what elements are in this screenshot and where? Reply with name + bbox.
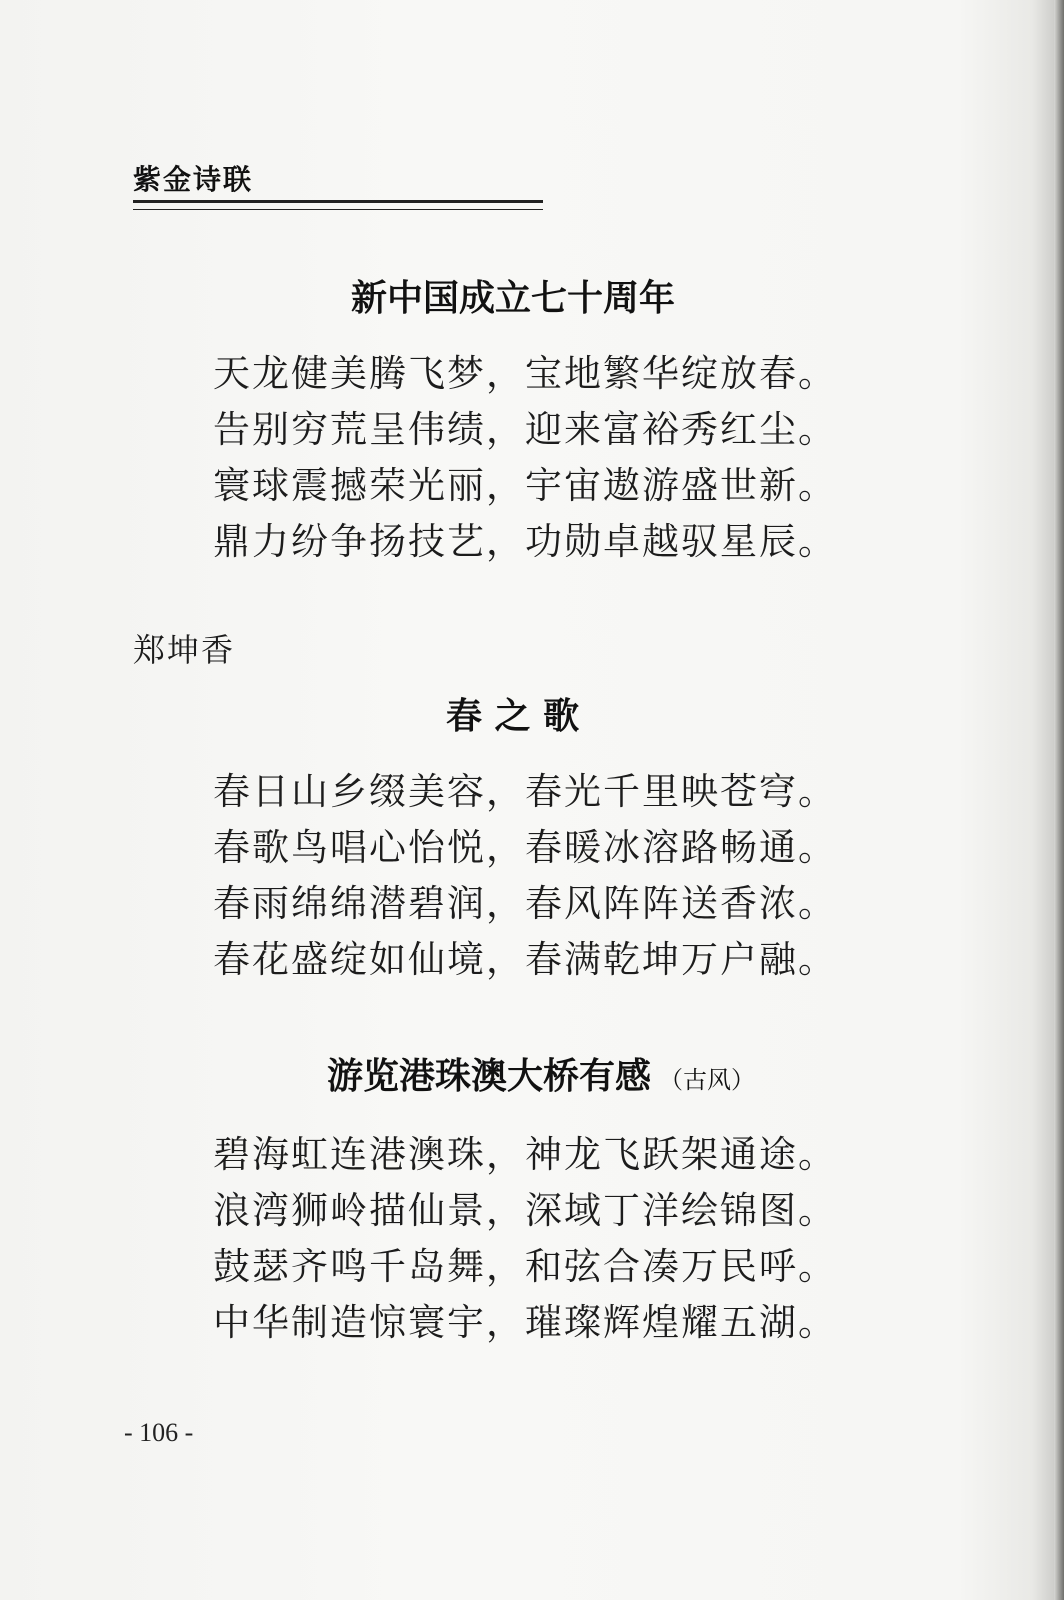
poem-line: 鼓瑟齐鸣千岛舞，和弦合凑万民呼。: [213, 1245, 837, 1288]
poem-1-title: 新中国成立七十周年: [351, 277, 676, 319]
poem-3-title-line: [327, 1054, 755, 1102]
running-header: [133, 162, 543, 210]
page-number: - 106 -: [124, 1418, 194, 1447]
poem-3-body: [213, 1127, 837, 1351]
poem-line: 春花盛绽如仙境，春满乾坤万户融。: [213, 938, 837, 981]
poem-line: 寰球震撼荣光丽，宇宙遨游盛世新。: [213, 464, 837, 507]
poem-2-body: [213, 764, 837, 988]
header-rule: [133, 200, 543, 210]
poem-line: 告别穷荒呈伟绩，迎来富裕秀红尘。: [213, 408, 837, 451]
poem-line: 春雨绵绵潜碧润，春风阵阵送香浓。: [213, 882, 837, 925]
poem-line: 中华制造惊寰宇，璀璨辉煌耀五湖。: [213, 1301, 837, 1344]
poem-3-style-note: （古风）: [659, 1066, 756, 1094]
poem-line: 春歌鸟唱心怡悦，春暖冰溶路畅通。: [213, 826, 837, 869]
poem-1-body: [213, 346, 837, 570]
poem-line: 浪湾狮岭描仙景，深域丁洋绘锦图。: [213, 1189, 837, 1232]
poem-line: 天龙健美腾飞梦，宝地繁华绽放春。: [213, 352, 837, 395]
page-edge-shadow: [1054, 0, 1064, 1600]
journal-title: 紫金诗联: [133, 163, 254, 196]
poem-line: 鼎力纷争扬技艺，功勋卓越驭星辰。: [213, 520, 837, 563]
poem-3-title: 游览港珠澳大桥有感: [327, 1055, 652, 1097]
poem-2-title: 春 之 歌: [446, 695, 580, 737]
poem-line: 春日山乡缀美容，春光千里映苍穹。: [213, 770, 837, 813]
author-name: 郑坤香: [133, 631, 236, 669]
poem-line: 碧海虹连港澳珠，神龙飞跃架通途。: [213, 1133, 837, 1176]
